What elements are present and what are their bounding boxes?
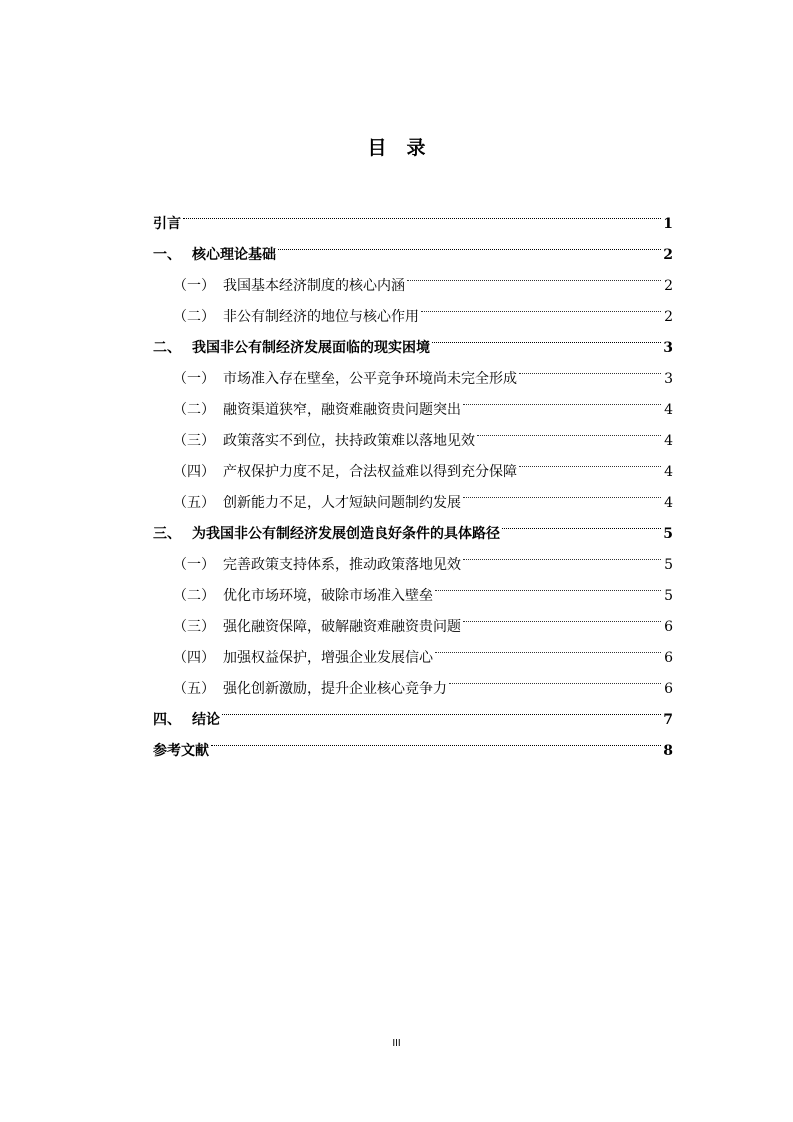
- toc-entry-label: 强化融资保障，破解融资难融资贵问题: [223, 619, 461, 635]
- toc-entry-label: 为我国非公有制经济发展创造良好条件的具体路径: [192, 526, 500, 542]
- toc-dot-leader: [435, 569, 661, 600]
- toc-entry-label: 优化市场环境，破除市场准入壁垒: [223, 588, 433, 604]
- toc-entry[interactable]: [153, 724, 673, 759]
- toc-entry-page: 1: [663, 216, 673, 232]
- toc-dot-leader: [449, 662, 661, 693]
- table-of-contents: [153, 197, 673, 759]
- toc-dot-leader: [463, 476, 661, 507]
- toc-entry-page: 7: [663, 712, 673, 728]
- toc-dot-leader: [519, 445, 661, 476]
- toc-entry-number: （一）: [173, 278, 215, 294]
- toc-entry-label: 市场准入存在壁垒，公平竞争环境尚未完全形成: [223, 371, 517, 387]
- toc-entry-page: 4: [664, 464, 673, 480]
- toc-entry-number: （四）: [173, 650, 215, 666]
- toc-entry-page: 5: [663, 526, 673, 542]
- toc-entry-page: 4: [664, 402, 673, 418]
- toc-entry-page: 6: [664, 650, 673, 666]
- toc-entry-label: 结论: [192, 712, 220, 728]
- toc-entry-page: 5: [664, 557, 673, 573]
- toc-entry-label: 我国非公有制经济发展面临的现实困境: [192, 340, 430, 356]
- toc-entry-label: 强化创新激励，提升企业核心竞争力: [223, 681, 447, 697]
- toc-dot-leader: [463, 600, 661, 631]
- toc-entry-label: 加强权益保护，增强企业发展信心: [223, 650, 433, 666]
- toc-entry[interactable]: [153, 228, 673, 263]
- toc-entry-page: 6: [664, 619, 673, 635]
- toc-dot-leader: [502, 507, 661, 538]
- toc-entry-label: 完善政策支持体系，推动政策落地见效: [223, 557, 461, 573]
- toc-title-part1: 目: [367, 137, 387, 159]
- toc-entry-label: 引言: [153, 216, 181, 232]
- toc-dot-leader: [407, 259, 661, 290]
- toc-dot-leader: [183, 197, 661, 228]
- toc-entry-page: 3: [663, 340, 673, 356]
- toc-dot-leader: [463, 383, 661, 414]
- toc-entry-label: 参考文献: [153, 743, 209, 759]
- toc-entry-label: 我国基本经济制度的核心内涵: [223, 278, 405, 294]
- toc-entry-page: 3: [664, 371, 673, 387]
- toc-entry-label: 政策落实不到位，扶持政策难以落地见效: [223, 433, 475, 449]
- toc-entry-label: 融资渠道狭窄，融资难融资贵问题突出: [223, 402, 461, 418]
- toc-dot-leader: [477, 414, 661, 445]
- toc-entry-number: 一、: [153, 247, 181, 263]
- toc-entry-label: 核心理论基础: [192, 247, 276, 263]
- toc-entry-label: 创新能力不足，人才短缺问题制约发展: [223, 495, 461, 511]
- toc-entry-page: 4: [664, 433, 673, 449]
- toc-dot-leader: [211, 724, 661, 755]
- toc-entry[interactable]: [153, 693, 673, 728]
- toc-entry-number: （四）: [173, 464, 215, 480]
- toc-entry-number: （二）: [173, 588, 215, 604]
- toc-entry-number: 二、: [153, 340, 181, 356]
- toc-dot-leader: [435, 631, 661, 662]
- toc-entry-page: 2: [663, 247, 673, 263]
- toc-entry-number: （二）: [173, 402, 215, 418]
- toc-entry-page: 5: [664, 588, 673, 604]
- toc-entry-number: （一）: [173, 371, 215, 387]
- toc-entry-page: 2: [664, 278, 673, 294]
- toc-entry-page: 2: [664, 309, 673, 325]
- toc-dot-leader: [421, 290, 661, 321]
- toc-entry-number: 三、: [153, 526, 181, 542]
- toc-entry-number: （五）: [173, 681, 215, 697]
- toc-dot-leader: [432, 321, 661, 352]
- toc-title-part2: 录: [406, 137, 426, 159]
- toc-entry-number: （三）: [173, 433, 215, 449]
- toc-entry-number: （五）: [173, 495, 215, 511]
- toc-entry-number: （三）: [173, 619, 215, 635]
- toc-entry-number: （一）: [173, 557, 215, 573]
- toc-entry-number: 四、: [153, 712, 181, 728]
- toc-entry-number: （二）: [173, 309, 215, 325]
- toc-dot-leader: [222, 693, 661, 724]
- toc-dot-leader: [463, 538, 661, 569]
- toc-entry-page: 4: [664, 495, 673, 511]
- toc-entry-label: 产权保护力度不足，合法权益难以得到充分保障: [223, 464, 517, 480]
- toc-dot-leader: [278, 228, 661, 259]
- toc-entry[interactable]: [153, 197, 673, 232]
- toc-entry-label: 非公有制经济的地位与核心作用: [223, 309, 419, 325]
- toc-entry-page: 6: [664, 681, 673, 697]
- toc-title: [0, 136, 793, 160]
- toc-entry-page: 8: [663, 743, 673, 759]
- toc-dot-leader: [519, 352, 661, 383]
- page-number-footer: III: [392, 1038, 401, 1049]
